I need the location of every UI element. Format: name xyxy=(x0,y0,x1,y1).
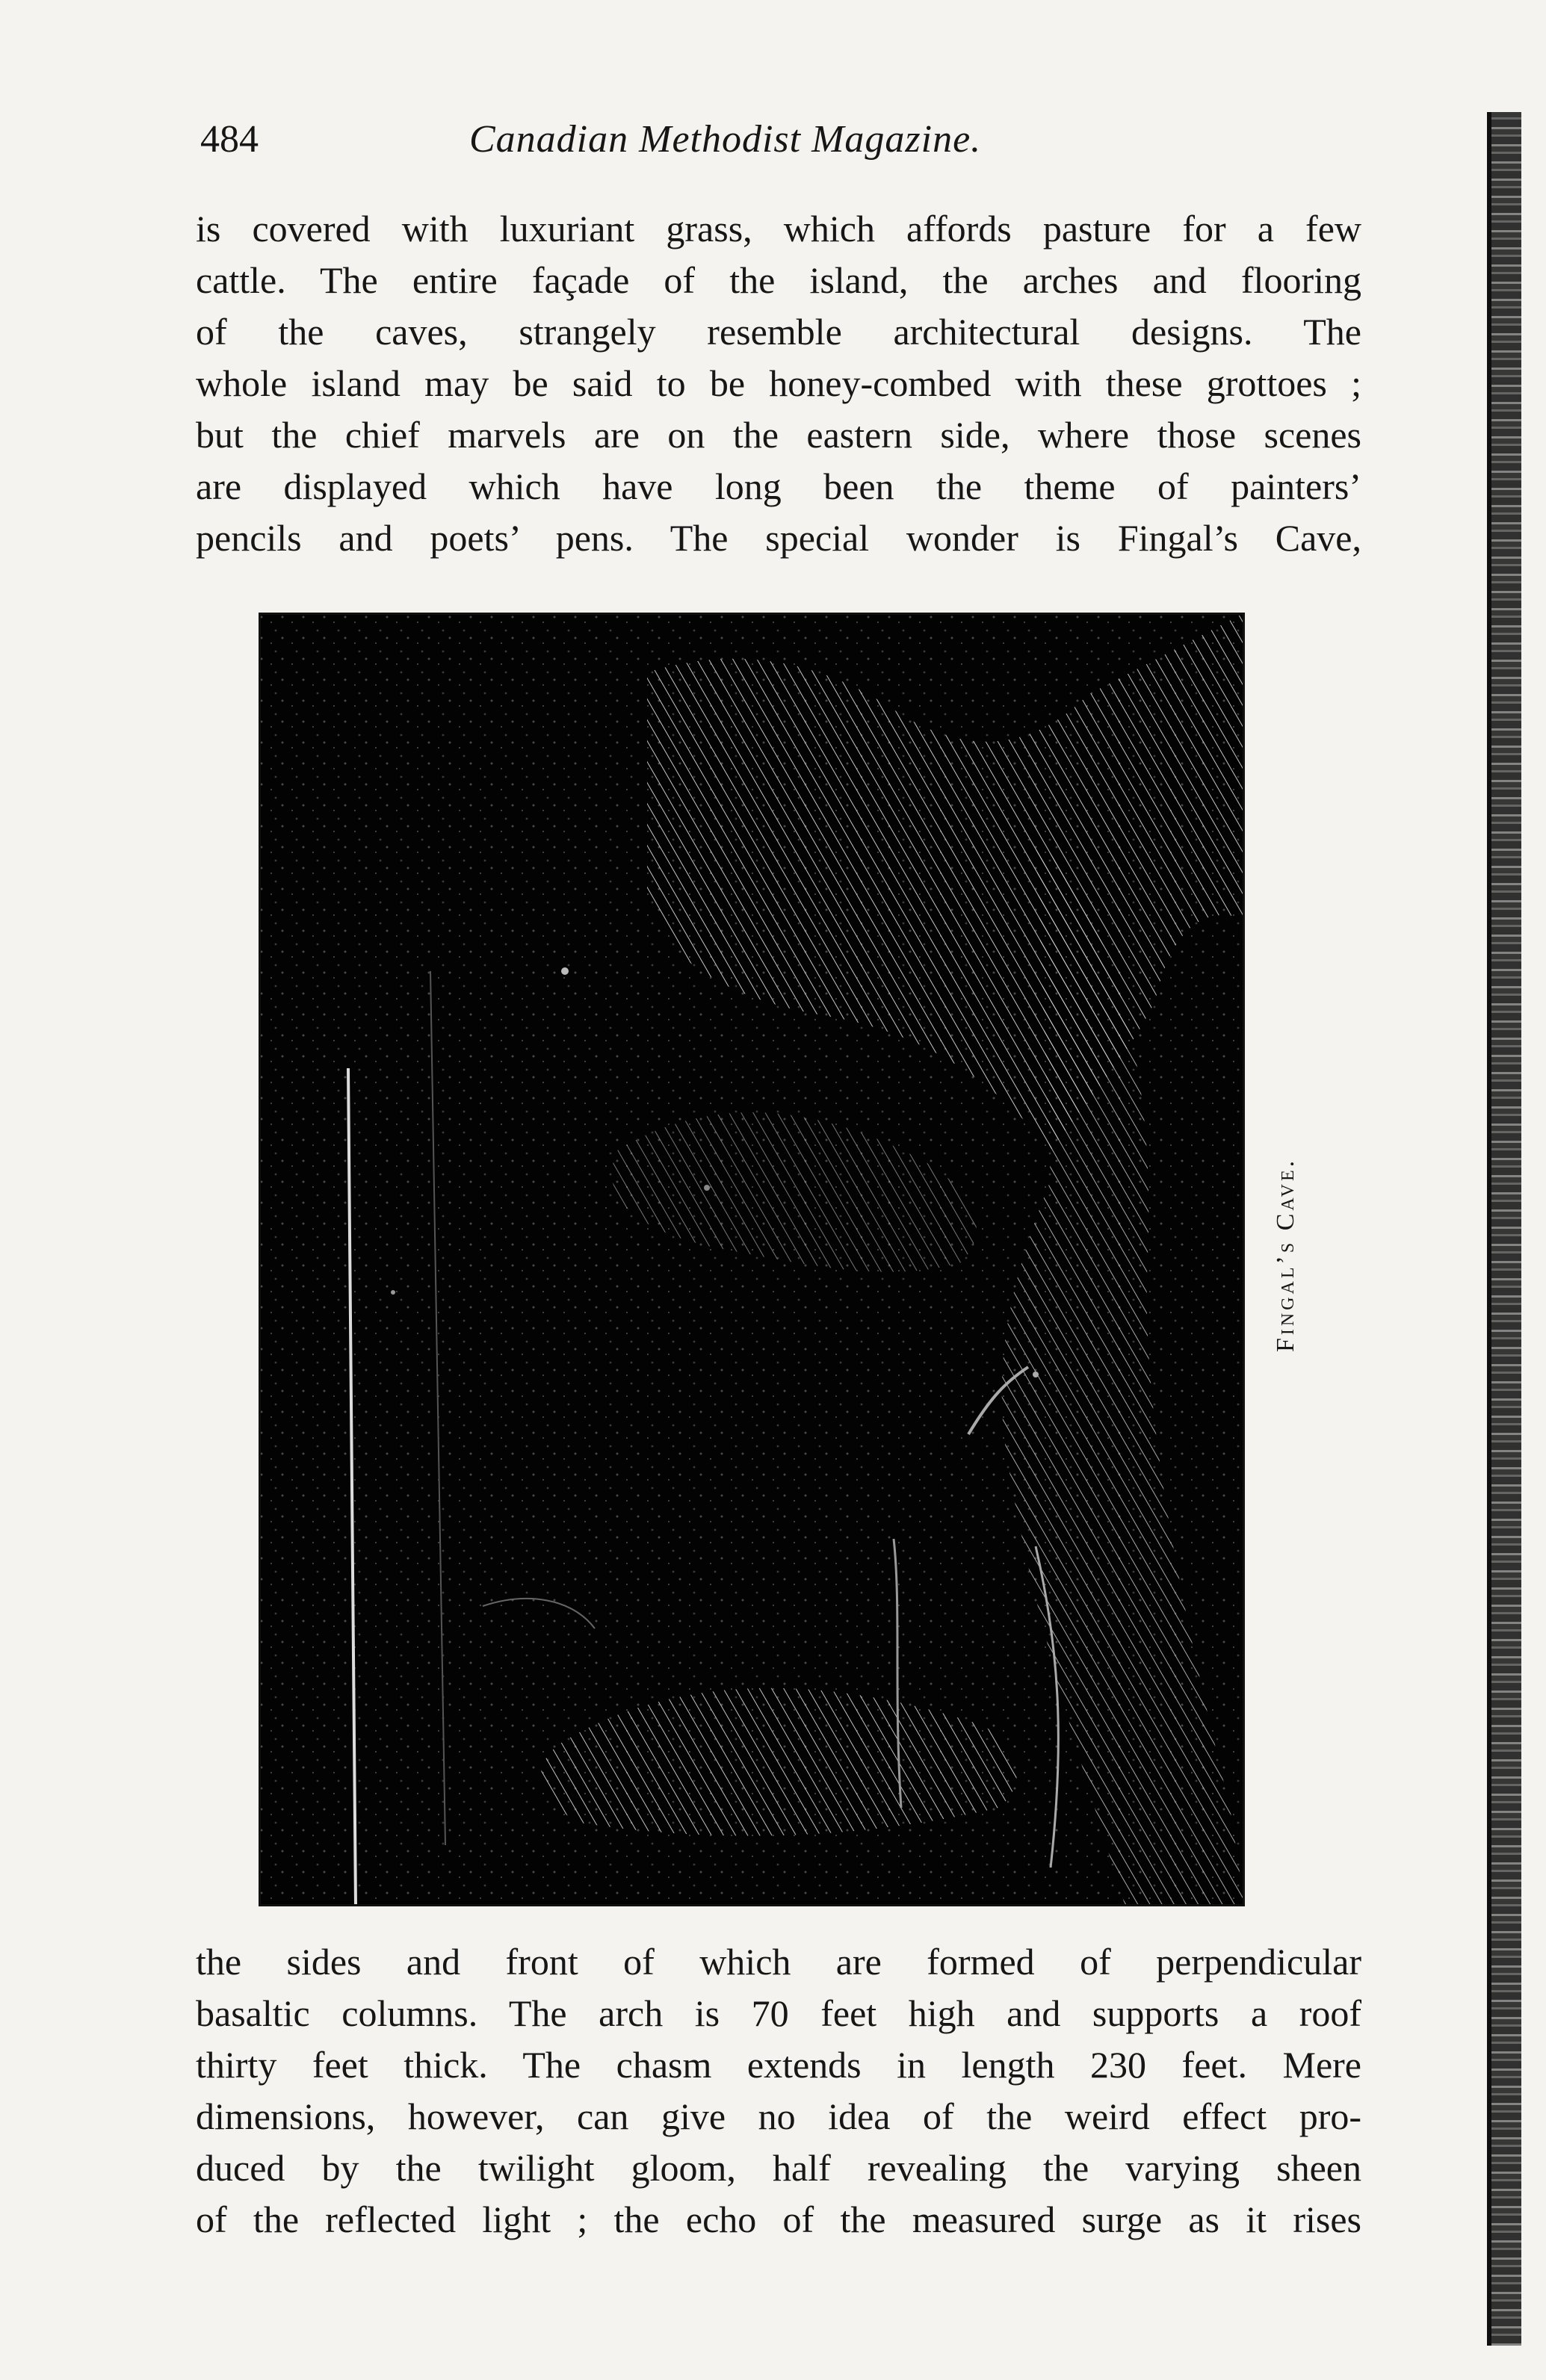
body-line: whole island may be said to be honey-combed with these grottoes ; xyxy=(196,362,1361,404)
body-line: thirty feet thick. The chasm extends in length 230 feet. Mere xyxy=(196,2044,1361,2086)
body-text-bottom xyxy=(196,1936,1361,2246)
magazine-title: Canadian Methodist Magazine. xyxy=(469,118,982,161)
cave-engraving-icon xyxy=(259,613,1245,1906)
page-edge-line xyxy=(1487,112,1491,2346)
running-header xyxy=(200,114,1362,166)
body-text-top xyxy=(196,203,1361,564)
body-line: the sides and front of which are formed of perpendicular xyxy=(196,1941,1361,1983)
body-line: duced by the twilight gloom, half revealing the varying sheen xyxy=(196,2147,1361,2189)
body-line: pencils and poets’ pens. The special wonder is Fingal’s Cave, xyxy=(196,517,1361,559)
fingals-cave-illustration xyxy=(259,613,1245,1906)
body-line: of the caves, strangely resemble architectural designs. The xyxy=(196,311,1361,353)
body-line: of the reflected light ; the echo of the measured surge as it rises xyxy=(196,2198,1361,2240)
page-edge-rule xyxy=(1487,112,1521,2346)
body-line: cattle. The entire façade of the island, the arches and flooring xyxy=(196,259,1361,301)
illustration-caption: Fingal’s Cave. xyxy=(1272,1157,1299,1353)
body-line: are displayed which have long been the theme of painters’ xyxy=(196,465,1361,507)
body-line: is covered with luxuriant grass, which affords pasture for a few xyxy=(196,208,1361,250)
body-line: basaltic columns. The arch is 70 feet high and supports a roof xyxy=(196,1992,1361,2034)
body-line: but the chief marvels are on the eastern side, where those scenes xyxy=(196,414,1361,456)
page-number: 484 xyxy=(200,118,259,161)
body-line: dimensions, however, can give no idea of the weird effect pro- xyxy=(196,2095,1361,2137)
